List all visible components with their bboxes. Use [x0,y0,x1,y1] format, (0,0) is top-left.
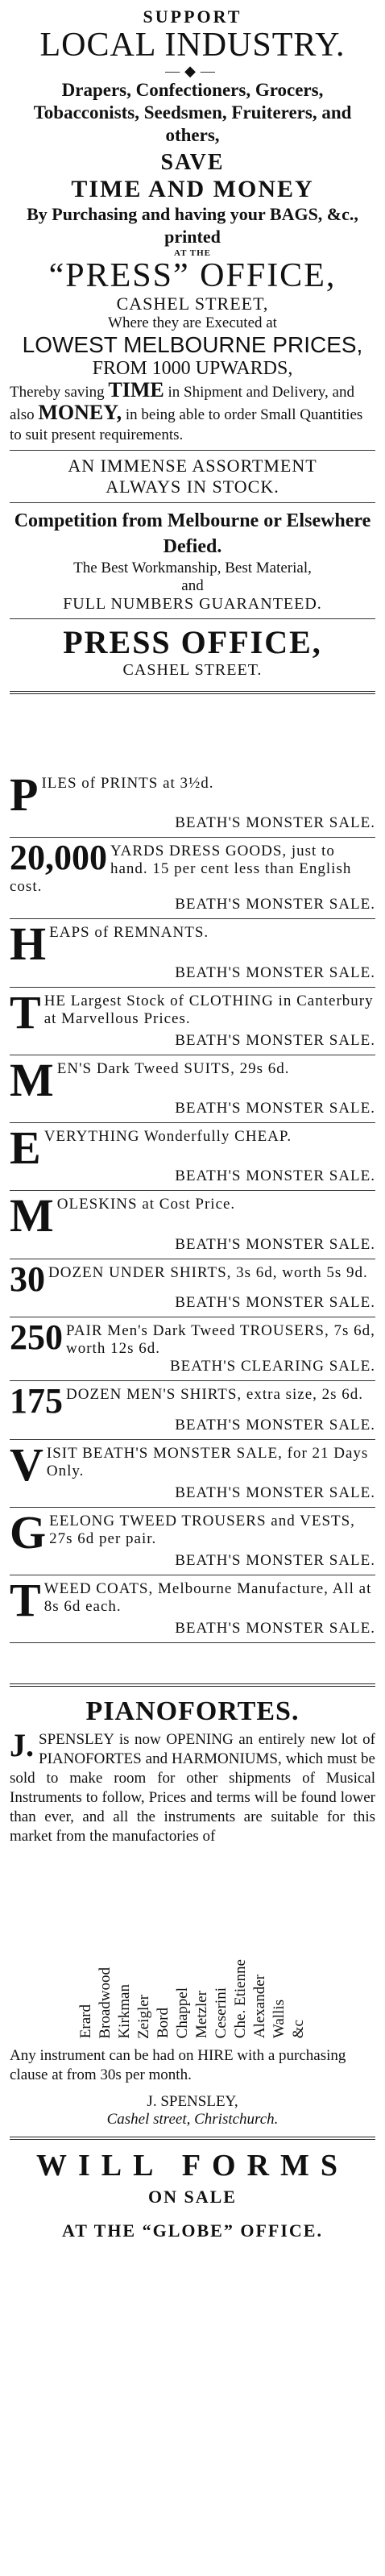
pianofortes-body-text: SPENSLEY is now OPENING an entirely new lot of PIANOFORTES and HARMONIUMS, which must be sold to make room for other shipments of Musical Instruments to follow, Prices and terms will be found lower than ever, and all the instruments are suitable for this market from the manufactories of [10,1731,375,1846]
ad-lead: 30 [10,1259,45,1299]
ad-text: DOZEN MEN'S SHIRTS, extra size, 2s 6d. [66,1386,364,1404]
saving-post: in being able to order Small Quantities to suit present requirements. [10,406,363,443]
press-office-sign-street: CASHEL STREET. [122,661,263,679]
save-label: SAVE [160,150,225,175]
ad-text: EELONG TWEED TROUSERS and VESTS, 27s 6d per pair. [49,1512,355,1547]
divider [10,618,375,619]
hire-text: Any instrument can be had on HIRE with a purchasing clause at from 30s per month. [10,2047,346,2084]
guaranteed-text: FULL NUMBERS GUARANTEED. [63,595,322,613]
beath-ad [10,1505,375,1570]
spensley-address: Cashel street, Christchurch. [106,2111,279,2129]
saving-mid: in Shipment and Delivery, and also [10,384,354,423]
ad-divider [10,918,375,919]
ad-tagline: BEATH'S MONSTER SALE. [175,1620,375,1638]
ad-lead: V [10,1438,43,1491]
beath-ad [10,768,375,832]
globe-office-label: AT THE “GLOBE” OFFICE. [62,2220,323,2241]
ad-lead: M [10,1189,54,1242]
ad-lead: E [10,1122,41,1175]
beath-ad [10,1259,375,1312]
ad-tagline: BEATH'S MONSTER SALE. [175,1031,375,1049]
maker-name: Che. Etienne [232,1959,249,2039]
ad-text: ISIT BEATH'S MONSTER SALE, for 21 Days Only. [46,1444,369,1479]
ad-text: EN'S Dark Tweed SUITS, 29s 6d. [56,1059,290,1077]
ad-tagline: BEATH'S MONSTER SALE. [175,1235,375,1253]
ad-tagline: BEATH'S MONSTER SALE. [175,1416,375,1434]
spensley-signature: J. SPENSLEY, [147,2093,238,2111]
ad-divider [10,1380,375,1381]
maker-name: &c [290,2020,307,2039]
beath-ad [10,1317,375,1375]
beath-ad [10,1189,375,1253]
pianofortes-body [10,1727,375,1846]
saving-paragraph [10,380,375,445]
ad-divider [10,1190,375,1191]
makers-list [10,1853,375,2038]
maker-name: Bord [155,2008,172,2039]
ad-tagline: BEATH'S MONSTER SALE. [175,896,375,913]
ad-text: WEED COATS, Melbourne Manufacture, All at 8s 6d each. [43,1580,372,1616]
ad-text: HE Largest Stock of CLOTHING in Canterbury at Marvellous Prices. [43,992,374,1027]
ad-lead: P [10,768,39,821]
ad-lead: T [10,1574,41,1627]
at-the-label: AT THE [173,248,212,258]
ad-lead: H [10,918,47,971]
ad-heading: SUPPORT [143,6,242,27]
pianofortes-title: PIANOFORTES. [85,1696,300,1727]
ad-tagline: BEATH'S MONSTER SALE. [175,1294,375,1312]
ad-lead: G [10,1505,47,1559]
ad-divider [10,1122,375,1123]
ad-lead: 20,000 [10,838,107,878]
assortment-text: AN IMMENSE ASSORTMENT ALWAYS IN STOCK. [68,456,317,497]
ad-text: PAIR Men's Dark Tweed TROUSERS, 7s 6d, worth 12s 6d. [66,1322,375,1358]
ad-lead: T [10,985,41,1038]
and-text: and [181,577,204,594]
divider [10,450,375,451]
section-divider [10,1683,375,1687]
ad-tagline: BEATH'S MONSTER SALE. [175,1100,375,1117]
purchasing-text: By Purchasing and having your BAGS, &c., printed [27,204,358,247]
press-office-ad [10,6,375,680]
saving-time: TIME [108,378,164,402]
ad-divider [10,1507,375,1508]
from-label: FROM 1000 UPWARDS, [92,358,293,379]
drop-initial-j: J. [10,1727,34,1764]
ornament-divider: —◆— [165,63,220,79]
ad-tagline: BEATH'S MONSTER SALE. [175,814,375,832]
newspaper-column [5,0,380,2241]
ad-text: VERYTHING Wonderfully CHEAP. [43,1128,292,1146]
maker-name: Erard [77,2004,94,2039]
ad-divider [10,987,375,988]
ad-text: YARDS DRESS GOODS, just to hand. 15 per cent less than English cost. [10,843,352,896]
ad-lead: 250 [10,1317,63,1358]
press-street: CASHEL STREET, [116,293,269,314]
beath-ad [10,838,375,913]
pianofortes-ad [10,1696,375,2129]
beath-ad [10,1053,375,1117]
beath-ad [10,1122,375,1185]
maker-name: Ceserini [213,1987,230,2039]
ad-divider [10,1439,375,1440]
beath-ad [10,1381,375,1434]
ad-title: LOCAL INDUSTRY. [39,27,346,64]
will-forms-title: WILL FORMS [35,2149,350,2183]
press-office-sign: PRESS OFFICE, [63,624,322,660]
maker-name: Wallis [271,2000,288,2039]
beath-ad [10,1438,375,1502]
prices-label: LOWEST MELBOURNE PRICES, [22,332,363,357]
ad-lead: 175 [10,1381,63,1421]
ad-text: DOZEN UNDER SHIRTS, 3s 6d, worth 5s 9d. [48,1263,368,1281]
ad-tagline: BEATH'S CLEARING SALE. [169,1358,375,1375]
saving-money: MONEY, [38,401,122,424]
ad-text: OLESKINS at Cost Price. [56,1196,236,1213]
maker-name: Alexander [251,1975,268,2039]
beath-ad [10,918,375,981]
ad-tagline: BEATH'S MONSTER SALE. [175,1167,375,1185]
maker-name: Broadwood [97,1966,114,2039]
ad-tagline: BEATH'S MONSTER SALE. [175,1484,375,1501]
ad-text: EAPS of REMNANTS. [49,924,209,942]
trades-list: Drapers, Confectioners, Grocers, Tobacconists, Seedsmen, Fruiterers, and others, [33,80,352,145]
divider [10,502,375,503]
saving-pre: Thereby saving [10,384,105,401]
executed-text: Where they are Executed at [108,314,277,331]
beath-ad [10,1574,375,1638]
ad-tagline: BEATH'S MONSTER SALE. [175,963,375,981]
ad-tagline: BEATH'S MONSTER SALE. [175,1552,375,1570]
ad-text: ILES of PRINTS at 3½d. [41,775,214,792]
competition-text: Competition from Melbourne or Elsewhere Defied. [14,510,371,557]
maker-name: Zeigler [135,1994,152,2039]
beath-sale-ads [10,768,375,1643]
beath-ad [10,985,375,1050]
section-divider [10,2137,375,2140]
maker-name: Metzler [193,1991,210,2039]
press-office-name: “PRESS” OFFICE, [48,257,337,294]
maker-name: Chappel [174,1987,191,2039]
section-divider [10,691,375,694]
ad-divider [10,1642,375,1643]
time-money-label: TIME AND MONEY [71,176,314,202]
maker-name: Kirkman [116,1983,133,2039]
on-sale-label: ON SALE [148,2187,237,2208]
will-forms-ad [10,2148,375,2241]
ad-lead: M [10,1053,54,1106]
workmanship-text: The Best Workmanship, Best Material, [73,560,312,576]
